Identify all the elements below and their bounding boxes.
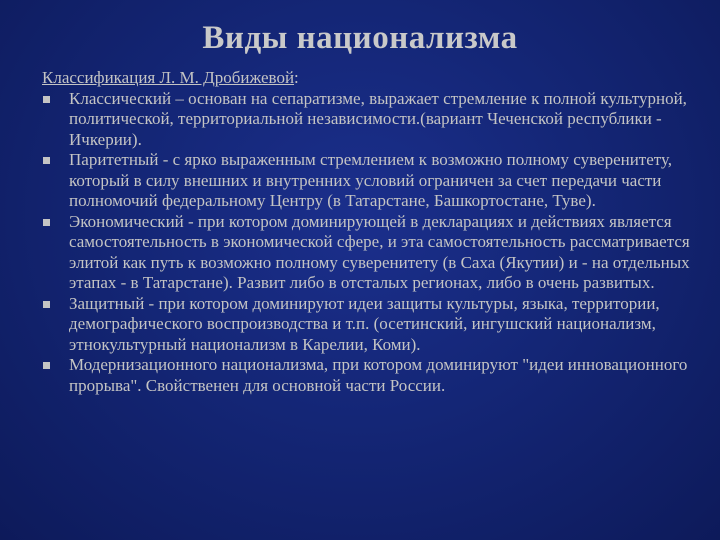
classification-colon: : [294,68,299,87]
slide-content [42,68,692,396]
list-item [42,89,692,151]
list-item [42,150,692,212]
square-bullet-icon [43,157,50,164]
square-bullet-icon [43,96,50,103]
classification-label: Классификация Л. М. Дробижевой [42,68,295,87]
square-bullet-icon [43,301,50,308]
slide-title: Виды национализма [202,20,518,56]
list-item [42,355,692,396]
list-item-text: Экономический - при котором доминирующей в декларациях и действиях является самостоятельность в экономической сфере, и эта самостоятельность рассматривается элитой как путь к возможно полному суверенитету (в Саха (Якутии) и - на отдельных этапах - в Татарстане). Развит либо в отсталых регионах, либо в очень развитых. [69,211,690,292]
list-item-text: Паритетный - с ярко выраженным стремлением к возможно полному суверенитету, который в силу внешних и внутренних условий ограничен за счет передачи части полномочий федеральному Центру (в Татарстане, Башкортостане, Туве). [69,150,673,210]
list-item-text: Модернизационного национализма, при котором доминируют "идеи инновационного прорыва". Свойственен для основной части России. [69,355,688,395]
list-item [42,212,692,294]
list-item-text: Защитный - при котором доминируют идеи защиты культуры, языка, территории, демографического воспроизводства и т.п. (осетинский, ингушский национализм, этнокультурный национализм в Карелии, Коми). [69,293,660,354]
classification-line [42,68,692,89]
bullet-list [42,89,692,397]
list-item [42,294,692,356]
square-bullet-icon [43,362,50,369]
square-bullet-icon [43,219,50,226]
list-item-text: Классический – основан на сепаратизме, выражает стремление к полной культурной, политической, территориальной независимости.(вариант Чеченской республики - Ичкерии). [69,88,687,149]
